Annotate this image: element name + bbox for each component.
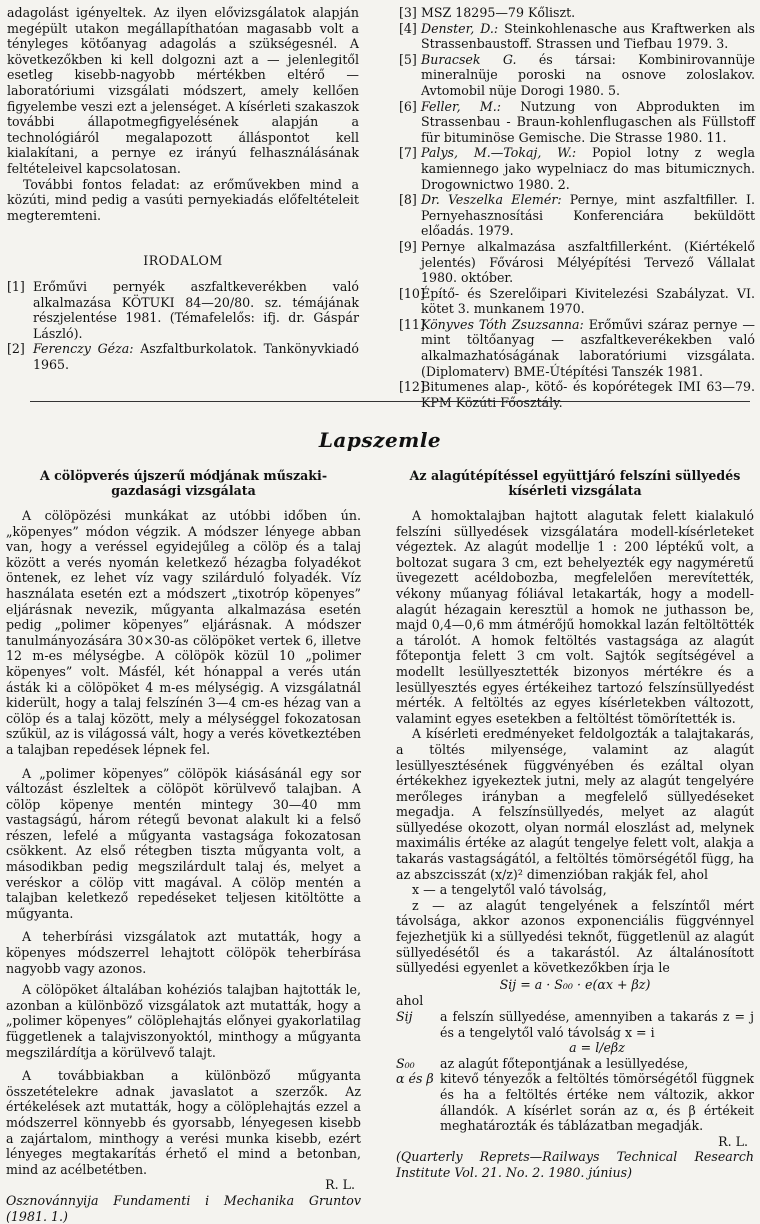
continued-article-column [7, 5, 359, 372]
reference-text: Pernye alkalmazása aszfaltfillerként. (Kiértékelő jelentés) Fővárosi Mélyépítési Tervező Vállalat 1980. október. [421, 238, 755, 286]
reference-author: Buracsek G. [421, 51, 517, 67]
reference-number: [9] [399, 238, 417, 254]
article-signature: R. L. [718, 1133, 748, 1149]
body-paragraph: A homoktalajban hajtott alagutak felett kialakuló felszíni süllyedések vizsgálatára modell-kísérleteket végeztek. Az alagút modellje 1 : 200 léptékű volt, a boltozat sugara 3 cm, ezt behelyezték egy nagyméretű üvegezett acéldobozba, megfelelően merevítették, vékony műanyag fóliával letakarták, hogy a modell-alagút hézagain keresztül a homok ne juthasson be, majd 0,4—0,6 mm átmérőjű homokkal lazán feltöltötték a tárolót. A homok feltöltés vastagsága az alagút főtepontja felett 3 cm volt. Sajtók segítségével a modellt lesüllyesztették bizonyos mértékre és a lesüllyesztés egyes értékeihez tartozó felszínsüllyedést mérték. A feltöltés az egyes kísérletekben változott, valamint egyes esetekben a feltöltést tömörítették is. [396, 508, 754, 726]
settlement-formula: Sij = a · S₀₀ · e(αx + βz) [499, 976, 651, 992]
body-paragraph: További fontos feladat: az erőművekben mind a közúti, mind pedig a vasúti pernyekiadás előfeltételeit megteremteni. [7, 176, 359, 223]
reference-text: Aszfaltburkolatok. Tankönyvkiadó 1965. [33, 341, 359, 372]
article-title: A cölöpverés újszerű módjának műszaki-gazdasági vizsgálata [39, 468, 328, 498]
body-paragraph: A kísérleti eredményeket feldolgozták a talajtakarás, a töltés milyensége, valamint az alagút lesüllyesztésének függvényében és ezáltal olyan értékekhez igyekeztek jutni, mely az alagút tengelyére merőleges irányban a megfelelő süllyedéseket megadja. A felszínsüllyedés, melyet az alagút süllyedése okozott, olyan normál eloszlást ad, melynek maximális értéke az alagút tengelye felett volt, alakja a takarás vastagságától, a feltöltés tömörségétől függ, ha az abszcisszát (x/z)² dimenzióban rakják fel, ahol [396, 726, 754, 882]
reference-number: [6] [399, 98, 417, 114]
reference-text: Nutzung von Abprodukten im Strassenbau - Braun-kohlenflugaschen als Füllstoff für bituminöse Gemische. Die Strasse 1980. 11. [421, 98, 756, 145]
body-paragraph: A cölöpöket általában kohéziós talajban hajtották le, azonban a különböző vizsgálatok azt mutatták, hogy a „polimer köpenyes” cölöplehajtás előnyei gyakorlatilag függetlenek a talajviszonyoktól, minthogy a műgyanta megszilárdítja a körülvevő talajt. [6, 982, 361, 1060]
reference-item [399, 192, 755, 239]
reference-item [399, 239, 755, 286]
article-source: (Quarterly Reprets—Railways Technical Research Institute Vol. 21. No. 2. 1980. június) [396, 1149, 754, 1180]
reference-text: és társai: Kombinirovannüje mineralnüje poroski na osnove zoloslakov. Avtomobil nüje Dorogi 1980. 5. [421, 51, 755, 98]
definition-text: az alagút főtepontjának a lesüllyedése, [440, 1055, 689, 1071]
article-title: Az alagútépítéssel együttjáró felszíni süllyedés kísérleti vizsgálata [409, 468, 741, 498]
reference-author: Ferenczy Géza: [33, 341, 134, 357]
article-signature: R. L. [325, 1177, 355, 1193]
variable-definition-x: x — a tengelytől való távolság, [412, 882, 607, 898]
reference-column [399, 5, 755, 410]
body-paragraph: adagolást igényeltek. Az ilyen elővizsgálatok alapján megépült utakon megállapíthatóan magasabb volt a tényleges kötőanyag adagolás a szükségesnél. A következőkben ki kell dolgozni azt a — jelenlegitől esetleg kisebb-nagyobb mértékben eltérő — laboratóriumi vizsgálati módszert, amely kellően figyelembe veszi ezt a jelenséget. A kísérleti szakaszok további állapotmegfigyelésének alapján a technológiáról megalapozott álláspontot kell kialakítani, a pernye ez irányú felhasználásának feltételeivel kapcsolatosan. [7, 5, 359, 176]
reference-item [7, 279, 359, 341]
reference-text: MSZ 18295—79 Kőliszt. [421, 5, 576, 20]
definition-term: Sij [396, 1009, 413, 1024]
reference-number: [10] [399, 285, 425, 301]
reference-author: Denster, D.: [421, 20, 499, 36]
definition-term: α és β [396, 1071, 434, 1087]
definition-row [396, 1040, 754, 1056]
reference-number: [11] [399, 316, 425, 332]
reference-number: [7] [399, 145, 417, 161]
reference-author: Feller, M.: [421, 98, 502, 114]
reference-item [399, 5, 755, 21]
section-title: Lapszemle [318, 428, 442, 452]
body-paragraph: A teherbírási vizsgálatok azt mutatták, hogy a köpenyes módszerrel lehajtott cölöpök teherbírása nagyobb vagy azonos. [6, 929, 361, 976]
symbol-definitions [396, 1009, 754, 1134]
reference-text: Pernye, mint aszfaltfiller. I. Pernyehasznosítási Konferenciára beküldött előadás. 1979. [421, 192, 756, 239]
reference-list [399, 5, 755, 410]
where-label: ahol [396, 993, 424, 1009]
reference-number: [8] [399, 192, 417, 208]
reference-item [7, 341, 359, 372]
definition-row [396, 1056, 754, 1072]
article-tunnel-settlement [396, 468, 754, 1181]
reference-text: Popiol lotny z wegla kamiennego jako wypelniacz do mas bitumicznych. Drogownictwo 1980. 2. [421, 145, 755, 192]
body-paragraph: A továbbiakban a különböző műgyanta összetételekre adnak javaslatot a szerzők. Az értékelések azt mutatták, hogy a cölöplehajtás ezzel a módszerrel könnyebb és gyorsabb, lényegesen kisebb a zajártalom, minthogy a verési munka kisebb, ezért lényeges megtakarítás érhető el mind a betonban, mind az acélbetétben. [6, 1068, 361, 1177]
reference-number: [2] [7, 341, 25, 357]
reference-text: Építő- és Szerelőipari Kivitelezési Szabályzat. VI. kötet 3. munkanem 1970. [421, 285, 755, 317]
reference-item [399, 145, 755, 192]
definition-term [396, 1040, 440, 1056]
reference-number: [5] [399, 51, 417, 67]
reference-number: [12] [399, 379, 425, 395]
definition-text: a felszín süllyedése, amennyiben a takarás z = j és a tengelytől való távolság x = i [440, 1009, 754, 1040]
body-paragraph: A cölöpözési munkákat az utóbbi időben ún. „köpenyes” módon végzik. A módszer lényege abban van, hogy a veréssel egyidejűleg a cölöp és a talaj között a verés nyomán keletkező hézagba folyadékot öntenek, ez lehet víz vagy szilárduló folyadék. Víz használata esetén ezt a módszert „tixotróp köpenyes” eljárásnak nevezik, műgyanta alkalmazása esetén pedig „polimer köpenyes” eljárásnak. A módszer tanulmányozására 30×30-as cölöpöket vertek 6, illetve 12 m-es mélységbe. A cölöpök közül 10 „polimer köpenyes” volt. Másfél, két hónappal a verés után ásták ki a cölöpöket 4 m-es mélységig. A vizsgálatnál kiderült, hogy a talaj felszínén 3—4 cm-es hézag van a cölöp és a talaj között, mely a mélységgel fokozatosan szűkül, az is világossá vált, hogy a verés következtében a talajban repedések lépnek fel. [6, 508, 361, 757]
reference-text: Steinkohlenasche aus Kraftwerken als Strassenbaustoff. Strassen und Tiefbau 1979. 3. [421, 20, 755, 52]
reference-text: Bitumenes alap-, kötő- és kopórétegek IMI 63—79. KPM Közúti Főosztály. [421, 379, 755, 410]
reference-item [399, 379, 755, 410]
definition-row [396, 1009, 754, 1040]
definition-row [396, 1071, 754, 1133]
definition-text: a = l/eβz [569, 1040, 625, 1056]
reference-author: Könyves Tóth Zsuzsanna: [421, 316, 584, 332]
reference-author: Palys, M.—Tokaj, W.: [421, 145, 577, 161]
reference-number: [4] [399, 20, 417, 36]
section-divider [30, 401, 750, 402]
reference-number: [1] [7, 278, 25, 294]
definition-term: S₀₀ [396, 1055, 415, 1071]
reference-item [399, 99, 755, 146]
definition-text: kitevő tényezők a feltöltés tömörségétől függnek és ha a feltöltés értéke nem változik, akkor állandók. A kísérlet során az α, és β értékeit meghatározták és táblázatban megadják. [440, 1071, 754, 1134]
reference-text: Erőművi száraz pernye — mint töltőanyag — aszfaltkeverékekben való alkalmazhatóságának laboratóriumi vizsgálata. (Diplomaterv) BME-Útépítési Tanszék 1981. [421, 316, 755, 379]
reference-text: Erőművi pernyék aszfaltkeverékben való alkalmazása KÖTUKI 84—20/80. sz. témájának részjelentése 1981. (Témafelelős: ifj. dr. Gáspár László). [33, 278, 359, 341]
reference-item [399, 52, 755, 99]
reference-item [399, 317, 755, 379]
reference-item [399, 21, 755, 52]
reference-item [399, 286, 755, 317]
article-source: Osznovánnyija Fundamenti i Mechanika Gruntov (1981. 1.) [6, 1192, 361, 1224]
reference-author: Dr. Veszelka Elemér: [421, 192, 562, 208]
body-paragraph: A „polimer köpenyes” cölöpök kiásásánál egy sor változást észleltek a cölöpöt körülvevő talajban. A cölöp köpenye mentén mintegy 30—40 mm vastagságú, három rétegű bevonat alakult ki a felső részen, lefelé a műgyanta vastagsága fokozatosan csökkent. Az első rétegben tiszta műgyanta volt, a másodikban pedig megszilárdult talaj és, melyet a veréskor a cölöp vitt magával. A cölöp mentén a talajban keletkező repedéseket teljesen kitöltötte a műgyanta. [6, 765, 361, 921]
reference-number: [3] [399, 5, 417, 20]
references-heading: IRODALOM [143, 253, 223, 269]
variable-definition-z: z — az alagút tengelyének a felszíntől mért távolsága, akkor azonos exponenciális függvénnyel fejezhetjük ki a süllyedési teknőt, függetlenül az alagút süllyedésétől és a takarástól. Az általánosított süllyedési egyenlet a következőkben írja le [396, 897, 754, 976]
article-pile-driving [6, 468, 361, 1224]
reference-list [7, 279, 359, 373]
